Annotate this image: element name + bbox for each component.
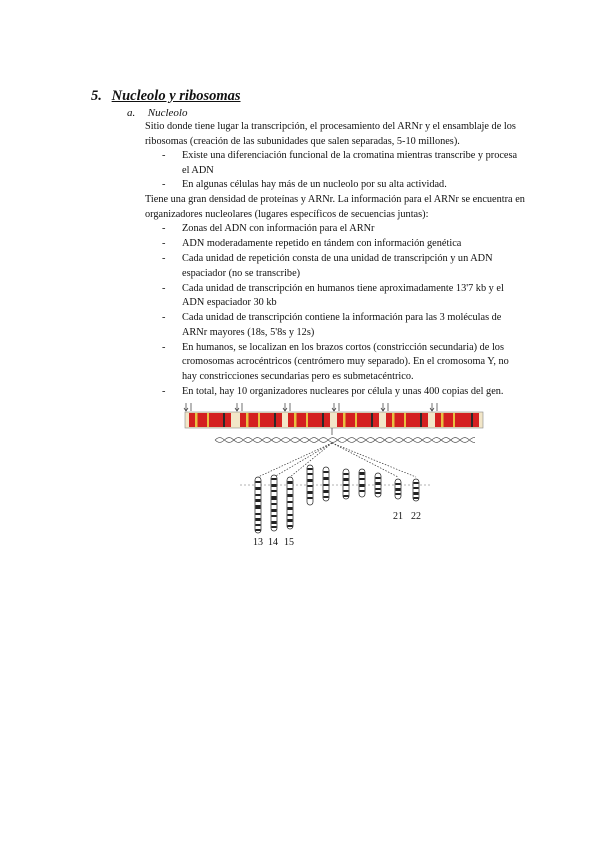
- chromosome-band: [256, 529, 261, 531]
- section-number: 5.: [91, 88, 102, 104]
- unit-band: [371, 413, 373, 427]
- chromosome-band: [376, 492, 381, 494]
- list-item: [145, 341, 525, 385]
- chromosome-band: [308, 473, 313, 475]
- chromosome-band: [324, 496, 329, 498]
- chromosome-band: [308, 468, 313, 470]
- chromosome-band: [324, 484, 329, 486]
- list-dash: -: [162, 223, 166, 234]
- chromosome-label: 21: [393, 511, 403, 522]
- list-dash: -: [162, 150, 166, 161]
- subsection-title: Nucleolo: [147, 107, 188, 119]
- chromosome-band: [288, 481, 293, 484]
- list-item-text: ADN moderadamente repetido en tándem con información genética: [182, 238, 462, 249]
- list-features: [145, 149, 525, 193]
- chromosome-band: [308, 479, 313, 482]
- chromosome-band: [288, 507, 293, 510]
- list-item-text: Cada unidad de transcripción contiene la información para las 3 moléculas de ARNr mayores (18s, 5'8s y 12s): [182, 312, 502, 338]
- list-item: [145, 252, 525, 281]
- chromosome-label: 15: [284, 537, 294, 548]
- chromosome-band: [396, 483, 401, 485]
- unit-band: [294, 413, 297, 427]
- unit-band: [355, 413, 357, 427]
- chromosome-band: [256, 499, 261, 502]
- dna-helix: [215, 438, 475, 443]
- chromosome-band: [344, 473, 349, 475]
- chromosome-band: [396, 488, 401, 491]
- unit-band: [392, 413, 395, 427]
- chromosome-band: [360, 484, 365, 487]
- subsection-heading: [127, 107, 187, 119]
- chromosome-band: [288, 494, 293, 497]
- list-organizers: [145, 222, 525, 400]
- chromosome-band: [414, 497, 419, 499]
- chromosome-band: [344, 490, 349, 492]
- chromosome-label: 13: [253, 537, 263, 548]
- unit-band: [420, 413, 422, 427]
- chromosome-band: [256, 524, 261, 526]
- chromosome-band: [288, 519, 293, 522]
- chromosome-band: [308, 491, 313, 494]
- rdna-repeat-bar: [184, 403, 483, 428]
- chromosome-band: [308, 497, 313, 499]
- section-heading: [91, 88, 241, 105]
- unit-band: [274, 413, 276, 427]
- unit-band: [223, 413, 225, 427]
- unit-band: [404, 413, 406, 427]
- list-dash: -: [162, 282, 166, 294]
- section-title: Nucleolo y ribosomas: [111, 88, 241, 104]
- list-item-text: En algunas células hay más de un nucleolo por su alta actividad.: [182, 179, 447, 190]
- unit-band: [343, 413, 346, 427]
- list-item-text: Cada unidad de transcripción en humanos tiene aproximadamente 13'7 kb y el ADN espaciador 30 kb: [182, 282, 504, 308]
- chromosome-band: [272, 484, 277, 487]
- chromosome-band: [414, 482, 419, 484]
- chromosome-band: [272, 526, 277, 528]
- chromosome-band: [414, 492, 419, 495]
- paragraph-definition: Sitio donde tiene lugar la transcripción, el procesamiento del ARNr y el ensamblaje de los ribosomas (creación de las subunidades que salen separadas, 5-10 millones).: [145, 121, 516, 147]
- list-dash: -: [162, 238, 166, 249]
- chromosome-band: [344, 495, 349, 497]
- chromosome-band: [344, 484, 349, 486]
- unit-band: [322, 413, 324, 427]
- chromosome-band: [414, 487, 419, 489]
- unit-band: [207, 413, 209, 427]
- unit-band: [246, 413, 249, 427]
- chromosome-label: 22: [411, 511, 421, 522]
- list-item-text: En humanos, se localizan en los brazos cortos (constricción secundaria) de los cromosomas acrocéntricos (centrómero muy separado). En el cromosoma Y, no hay constricciones secundarias pero es submetacéntrico.: [182, 341, 509, 382]
- paragraph-density: Tiene una gran densidad de proteínas y ARNr. La información para el ARNr se encuentra en organizadores nucleolares (lugares específicos de secuencias juntas):: [145, 194, 525, 220]
- chromosome-band: [272, 509, 277, 512]
- chromosome-band: [360, 478, 365, 480]
- list-item: [145, 282, 525, 311]
- chromosome-band: [256, 518, 261, 521]
- list-dash: -: [162, 341, 166, 353]
- chromosome-band: [272, 496, 277, 500]
- list-item: [145, 237, 525, 252]
- unit-band: [471, 413, 473, 427]
- chromosome-band: [272, 490, 277, 492]
- chromosome-band: [308, 485, 313, 487]
- list-item: [145, 311, 525, 340]
- rdna-figure: [180, 395, 490, 555]
- chromosome-band: [272, 515, 277, 517]
- chromosome-band: [256, 487, 261, 490]
- unit-band: [258, 413, 260, 427]
- unit-band: [306, 413, 308, 427]
- chromosome-band: [256, 513, 261, 515]
- chromosome-band: [376, 477, 381, 479]
- subsection-letter: a.: [127, 107, 136, 119]
- list-item: [145, 149, 525, 178]
- chromosome-band: [272, 503, 277, 505]
- chromosome-band: [288, 514, 293, 516]
- chromosome-band: [344, 478, 349, 481]
- chromosome-band: [360, 472, 365, 475]
- list-item-text: Cada unidad de repetición consta de una unidad de transcripción y un ADN espaciador (no se transcribe): [182, 253, 493, 279]
- list-dash: -: [162, 385, 166, 397]
- chromosome-band: [376, 482, 381, 485]
- list-item: [145, 178, 525, 193]
- fan-lines: [240, 443, 430, 485]
- unit-band: [441, 413, 444, 427]
- fan-line: [258, 443, 332, 477]
- chromosome-band: [256, 481, 261, 483]
- chromosome-band: [376, 488, 381, 490]
- list-item-text: Zonas del ADN con información para el ARNr: [182, 223, 375, 234]
- chromosome-band: [256, 505, 261, 509]
- list-dash: -: [162, 312, 166, 323]
- chromosome-band: [272, 521, 277, 524]
- unit-band: [453, 413, 455, 427]
- chromosome-band: [324, 477, 329, 480]
- list-item: [145, 222, 525, 237]
- list-item-text: Existe una diferenciación funcional de la cromatina mientras transcribe y procesa el ADN: [182, 150, 518, 176]
- chromosome-band: [288, 488, 293, 490]
- chromosome-band: [396, 493, 401, 495]
- list-dash: -: [162, 253, 166, 264]
- unit-band: [195, 413, 198, 427]
- chromosome-label: 14: [268, 537, 278, 548]
- chromosome-band: [256, 494, 261, 496]
- chromosome-band: [288, 525, 293, 527]
- list-dash: -: [162, 179, 166, 190]
- chromosome-band: [360, 490, 365, 492]
- chromosome-band: [288, 501, 293, 503]
- list-item-text: En total, hay 10 organizadores nucleares por célula y unas 400 copias del gen.: [182, 385, 504, 397]
- chromosome-band: [324, 471, 329, 473]
- chromosome-band: [324, 490, 329, 493]
- chromosome-band: [272, 478, 277, 480]
